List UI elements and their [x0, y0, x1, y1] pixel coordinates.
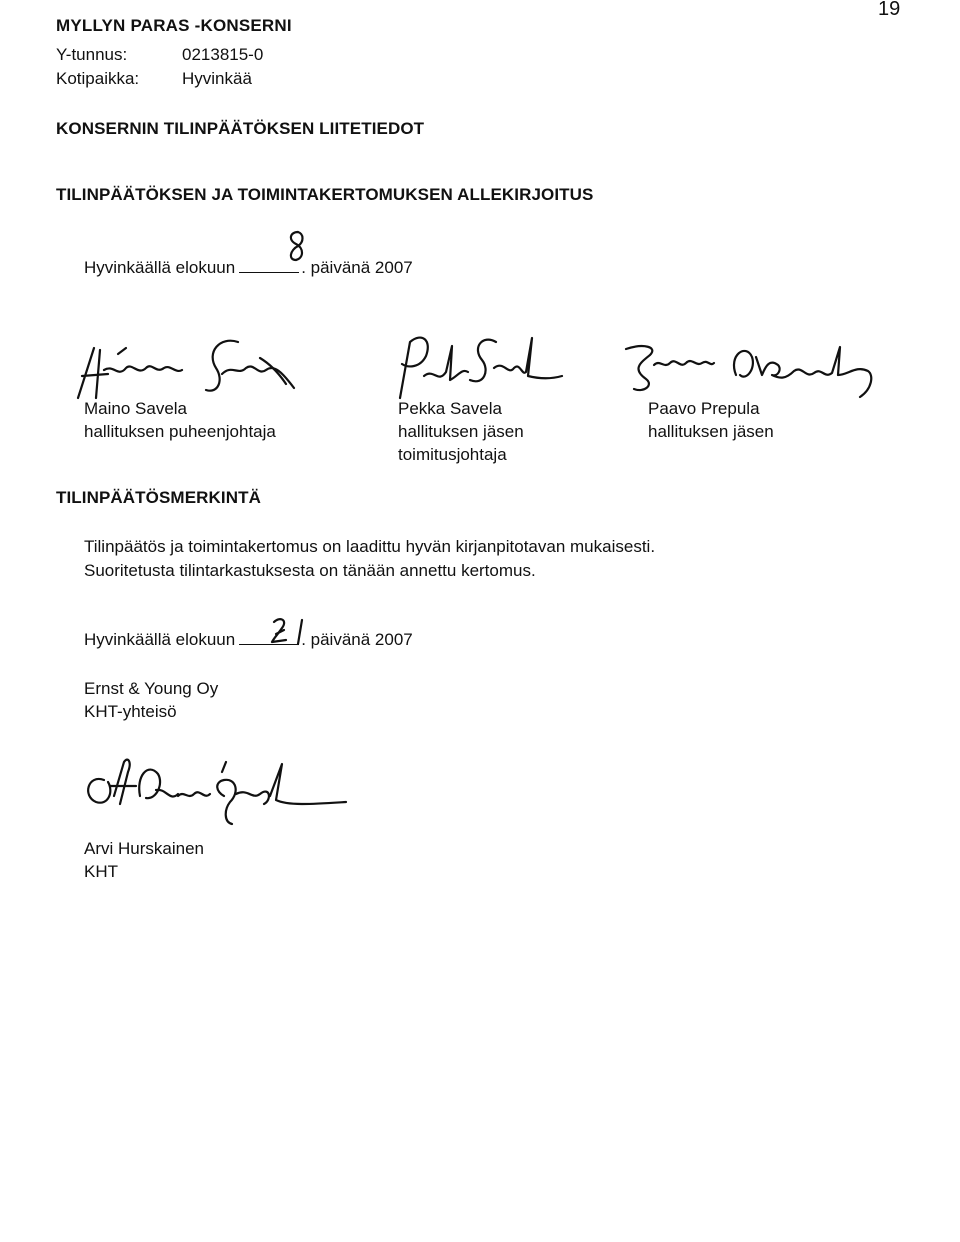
- audit-section-title: TILINPÄÄTÖSMERKINTÄ: [56, 488, 261, 507]
- signature-date-line: [84, 258, 413, 278]
- section-title: KONSERNIN TILINPÄÄTÖKSEN LIITETIEDOT: [56, 119, 425, 138]
- handwritten-day-21: [268, 614, 316, 646]
- audit-line-2: Suoritetusta tilintarkastuksesta on tänään annettu kertomus.: [84, 561, 536, 580]
- page-number: 19: [878, 0, 901, 20]
- signature-arvi-hurskainen: [74, 752, 364, 832]
- domicile-value: Hyvinkää: [182, 69, 252, 88]
- domicile-label: Kotipaikka:: [56, 69, 140, 88]
- signer-2-role: hallituksen jäsen: [398, 422, 524, 441]
- handwritten-day-8: [282, 228, 312, 272]
- audit-firm-type: KHT-yhteisö: [84, 702, 177, 721]
- signer-3: [648, 397, 774, 443]
- signer-2-name: Pekka Savela: [398, 399, 502, 418]
- auditor-title: KHT: [84, 862, 118, 881]
- audit-firm: [84, 677, 218, 723]
- signer-1-name: Maino Savela: [84, 399, 188, 418]
- audit-date-line: [84, 630, 413, 650]
- auditor: [84, 837, 204, 883]
- signature-section-title: TILINPÄÄTÖKSEN JA TOIMINTAKERTOMUKSEN ALLEKIRJOITUS: [56, 185, 594, 204]
- auditor-name: Arvi Hurskainen: [84, 839, 204, 858]
- signer-3-name: Paavo Prepula: [648, 399, 760, 418]
- business-id-row: [56, 45, 263, 65]
- business-id-value: 0213815-0: [182, 45, 264, 64]
- signature-date-suffix: . päivänä 2007: [301, 258, 413, 277]
- signer-2-role2: toimitusjohtaja: [398, 445, 507, 464]
- signer-1-role: hallituksen puheenjohtaja: [84, 422, 276, 441]
- signer-1: [84, 397, 276, 443]
- signer-2: [398, 397, 524, 466]
- signer-3-role: hallituksen jäsen: [648, 422, 774, 441]
- audit-date-suffix: . päivänä 2007: [301, 630, 413, 649]
- audit-firm-name: Ernst & Young Oy: [84, 679, 219, 698]
- signature-maino-savela: [60, 328, 300, 403]
- signature-date-prefix: Hyvinkäällä elokuun: [84, 258, 236, 277]
- domicile-row: [56, 69, 252, 89]
- audit-date-prefix: Hyvinkäällä elokuun: [84, 630, 236, 649]
- audit-line-1: Tilinpäätös ja toimintakertomus on laadittu hyvän kirjanpitotavan mukaisesti.: [84, 537, 656, 556]
- business-id-label: Y-tunnus:: [56, 45, 128, 64]
- signature-pekka-savela: [388, 328, 568, 403]
- company-name: MYLLYN PARAS -KONSERNI: [56, 16, 292, 35]
